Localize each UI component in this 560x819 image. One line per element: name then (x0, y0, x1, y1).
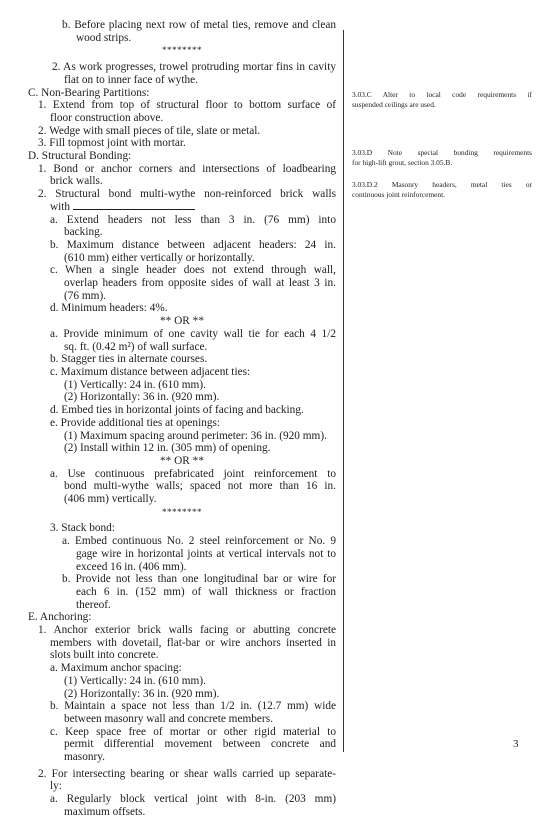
spec-line: permit differential movement between concrete and (64, 738, 336, 751)
spec-line: a. Embed continuous No. 2 steel reinforcement or No. 9 (62, 535, 336, 548)
spec-line: c. Maximum distance between adjacent ties: (50, 365, 251, 378)
margin-note-line: 3.03.D Note special bonding requirements (352, 148, 532, 157)
spec-line: thereof. (76, 598, 111, 611)
spec-line: (1) Maximum spacing around perimeter: 36 in. (920 mm). (64, 429, 327, 442)
spec-line: 1. Bond or anchor corners and intersections of loadbearing (38, 162, 336, 175)
spec-line: (2) Horizontally: 36 in. (920 mm). (64, 687, 220, 700)
spec-line: d. Minimum headers: 4%. (50, 302, 168, 315)
specification-text (28, 19, 336, 819)
spec-line: a. Maximum anchor spacing: (50, 662, 182, 675)
spec-line: floor construction above. (50, 111, 164, 124)
spec-line: c. Keep space free of mortar or other rigid material to (50, 725, 336, 738)
margin-note (352, 148, 532, 167)
spec-line: d. Embed ties in horizontal joints of facing and backing. (50, 404, 304, 417)
spec-line: a. Provide minimum of one cavity wall tie for each 4 1/2 (50, 327, 336, 340)
spec-line: (2) Horizontally: 36 in. (920 mm). (64, 391, 220, 404)
spec-line: C. Non-Bearing Partitions: (28, 86, 150, 99)
spec-line: b. Before placing next row of metal ties, remove and clean (62, 19, 336, 31)
spec-line: (1) Vertically: 24 in. (610 mm). (64, 378, 206, 391)
spec-line: 1. Anchor exterior brick walls facing or abutting concrete (38, 624, 336, 637)
spec-line: b. Provide not less than one longitudinal bar or wire for (62, 573, 336, 586)
spec-line: between masonry wall and concrete members. (64, 712, 273, 725)
spec-line: wood strips. (76, 31, 132, 44)
spec-line: E. Anchoring: (28, 611, 92, 624)
spec-line: 2. Structural bond multi-wythe non-reinforced brick walls (38, 188, 336, 201)
spec-line: (1) Vertically: 24 in. (610 mm). (64, 674, 206, 687)
spec-line: b. Stagger ties in alternate courses. (50, 353, 208, 366)
spec-line: (406 mm) vertically. (64, 493, 157, 506)
spec-line: 2. For intersecting bearing or shear walls carried up separate- (38, 767, 336, 780)
spec-line: a. Extend headers not less than 3 in. (76 mm) into (50, 213, 336, 226)
section-separator: ******** (162, 506, 202, 517)
spec-line: 2. Wedge with small pieces of tile, slate or metal. (38, 124, 261, 137)
spec-line: e. Provide additional ties at openings: (50, 416, 221, 429)
spec-line: a. Regularly block vertical joint with 8-in. (203 mm) (50, 793, 336, 806)
spec-line: masonry. (64, 751, 105, 764)
spec-line: 2. As work progresses, trowel protruding mortar fins in cavity (52, 61, 336, 74)
margin-note-line: 3.03.D.2 Masonry headers, metal ties or (352, 180, 532, 189)
spec-line: (610 mm) either vertically or horizontally. (64, 251, 255, 264)
spec-line: bond multi-wythe walls; spaced not more than 16 in. (64, 480, 336, 493)
spec-line: 1. Extend from top of structural floor to bottom surface of (38, 99, 336, 112)
section-separator: ** OR ** (160, 315, 204, 328)
margin-note-line: for high-lift grout, section 3.05.B. (352, 157, 453, 167)
section-separator: ******** (162, 45, 202, 56)
spec-line: c. When a single header does not extend through wall, (50, 264, 336, 277)
spec-line: overlap headers from opposite sides of wall at least 3 in. (64, 277, 336, 290)
spec-line: brick walls. (50, 175, 103, 188)
margin-note (352, 90, 532, 109)
section-separator: ** OR ** (160, 454, 204, 467)
page-number: 3 (513, 738, 519, 750)
spec-line: members with dovetail, flat-bar or wire anchors inserted in (50, 636, 336, 649)
spec-line: D. Structural Bonding: (28, 150, 132, 163)
blank-fill-line (73, 201, 195, 210)
spec-line: slots built into concrete. (50, 649, 159, 662)
spec-line: flat on to inner face of wythe. (64, 73, 198, 86)
spec-line: a. Use continuous prefabricated joint reinforcement to (50, 467, 336, 480)
spec-line: 3. Stack bond: (50, 522, 115, 535)
margin-note-line: 3.03.C Alter to local code requirements if (352, 90, 532, 99)
spec-line: sq. ft. (0.42 m²) of wall surface. (64, 340, 208, 353)
spec-line: with (28, 201, 336, 214)
spec-line: b. Maximum distance between adjacent headers: 24 in. (50, 238, 336, 251)
spec-line: 3. Fill topmost joint with mortar. (38, 137, 186, 150)
spec-line: backing. (64, 226, 103, 239)
margin-note (352, 180, 532, 199)
spec-line: (2) Install within 12 in. (305 mm) of opening. (64, 442, 271, 455)
spec-line: exceed 16 in. (406 mm). (76, 560, 187, 573)
margin-note-line: continuous joint reinforcement. (352, 189, 445, 199)
margin-note-line: suspended ceilings are used. (352, 99, 436, 109)
spec-line: b. Maintain a space not less than 1/2 in. (12.7 mm) wide (50, 700, 336, 713)
spec-line: gage wire in horizontal joints at vertical intervals not to (76, 547, 336, 560)
spec-line: maximum offsets. (64, 805, 146, 818)
spec-line: ly: (50, 780, 62, 793)
spec-line: (76 mm). (64, 289, 107, 302)
column-divider (343, 30, 344, 752)
spec-line: each 6 in. (152 mm) of wall thickness or fraction (76, 585, 336, 598)
